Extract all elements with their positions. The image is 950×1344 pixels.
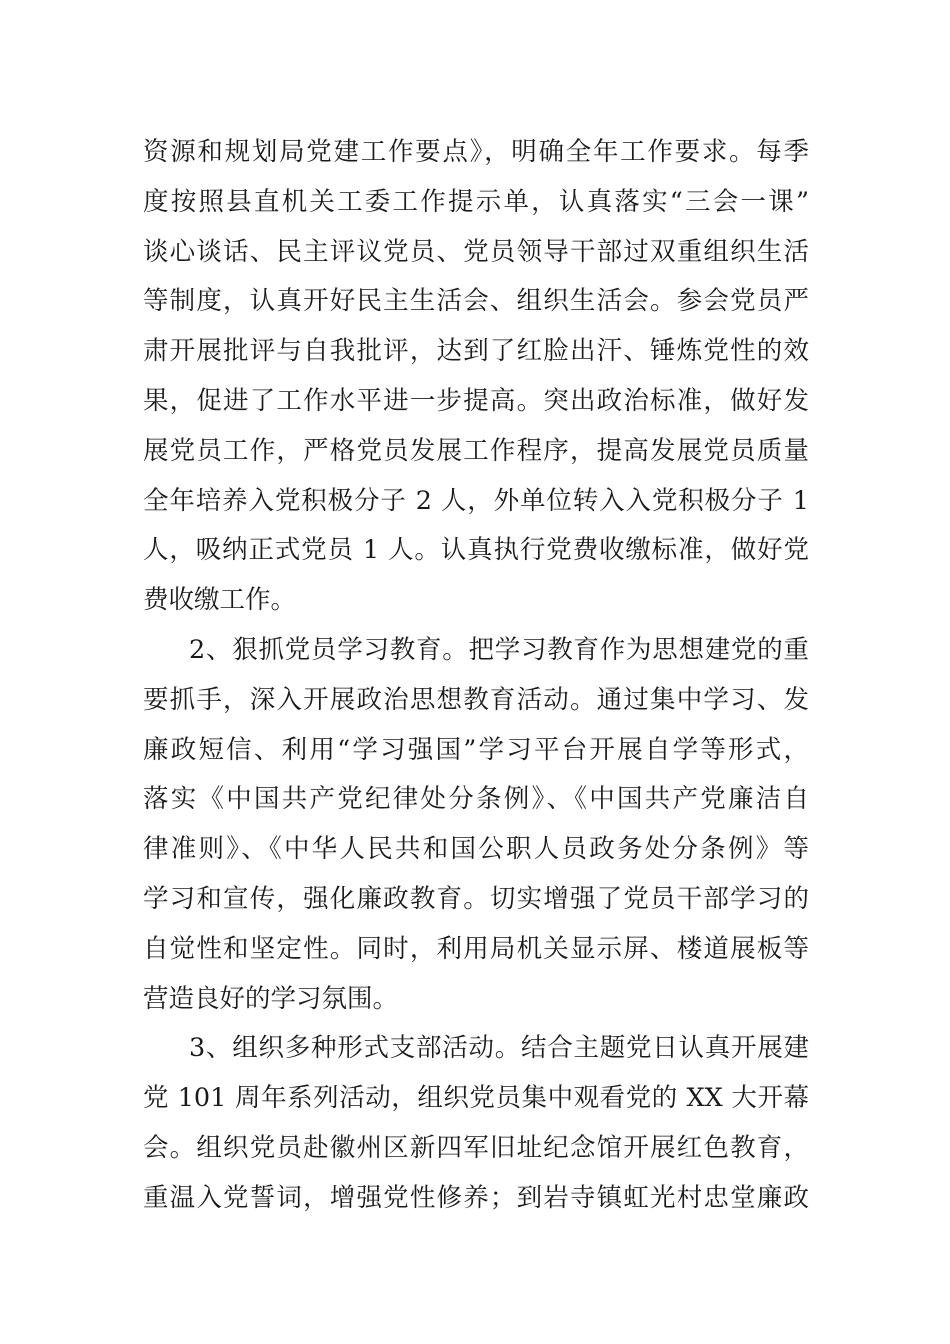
text-line: 谈心谈话、民主评议党员、党员领导干部过双重组织生活: [143, 236, 809, 267]
text-line: 资源和规划局党建工作要点》，明确全年工作要求。每季: [143, 137, 809, 167]
text-line: 廉政短信、利用“学习强国”学习平台开展自学等形式，: [143, 734, 809, 765]
text-line: 重温入党誓词，增强党性修养；到岩寺镇虹光村忠堂廉政: [143, 1182, 809, 1213]
body-text: [143, 128, 809, 1224]
text-line: 果，促进了工作水平进一步提高。突出政治标准，做好发: [143, 385, 809, 416]
text-line: 度按照县直机关工委工作提示单，认真落实“三会一课”: [143, 186, 809, 217]
paragraph-start-line: 3、组织多种形式支部活动。结合主题党日认真开展建: [189, 1033, 809, 1064]
text-line: 学习和宣传，强化廉政教育。切实增强了党员干部学习的: [143, 883, 809, 914]
text-line: 展党员工作，严格党员发展工作程序，提高发展党员质量: [143, 435, 809, 466]
paragraph-end-line: 营造良好的学习氛围。: [143, 983, 399, 1014]
text-line: 律准则》、《中华人民共和国公职人员政务处分条例》等: [143, 834, 809, 865]
text-line: 要抓手，深入开展政治思想教育活动。通过集中学习、发: [143, 684, 809, 715]
paragraph-end-line: 费收缴工作。: [143, 585, 297, 616]
text-line: 全年培养入党积极分子 2 人，外单位转入入党积极分子 1: [143, 485, 809, 516]
text-line: 等制度，认真开好民主生活会、组织生活会。参会党员严: [143, 286, 809, 317]
text-line: 自觉性和坚定性。同时，利用局机关显示屏、楼道展板等: [143, 933, 809, 964]
paragraph-start-line: 2、狠抓党员学习教育。把学习教育作为思想建党的重: [189, 634, 809, 665]
text-line: 人，吸纳正式党员 1 人。认真执行党费收缴标准，做好党: [143, 535, 809, 566]
text-line: 落实《中国共产党纪律处分条例》、《中国共产党廉洁自: [143, 784, 809, 815]
text-line: 会。组织党员赴徽州区新四军旧址纪念馆开展红色教育，: [143, 1132, 809, 1163]
text-line: 党 101 周年系列活动，组织党员集中观看党的 XX 大开幕: [143, 1083, 809, 1114]
text-line: 肃开展批评与自我批评，达到了红脸出汗、锤炼党性的效: [143, 336, 809, 367]
